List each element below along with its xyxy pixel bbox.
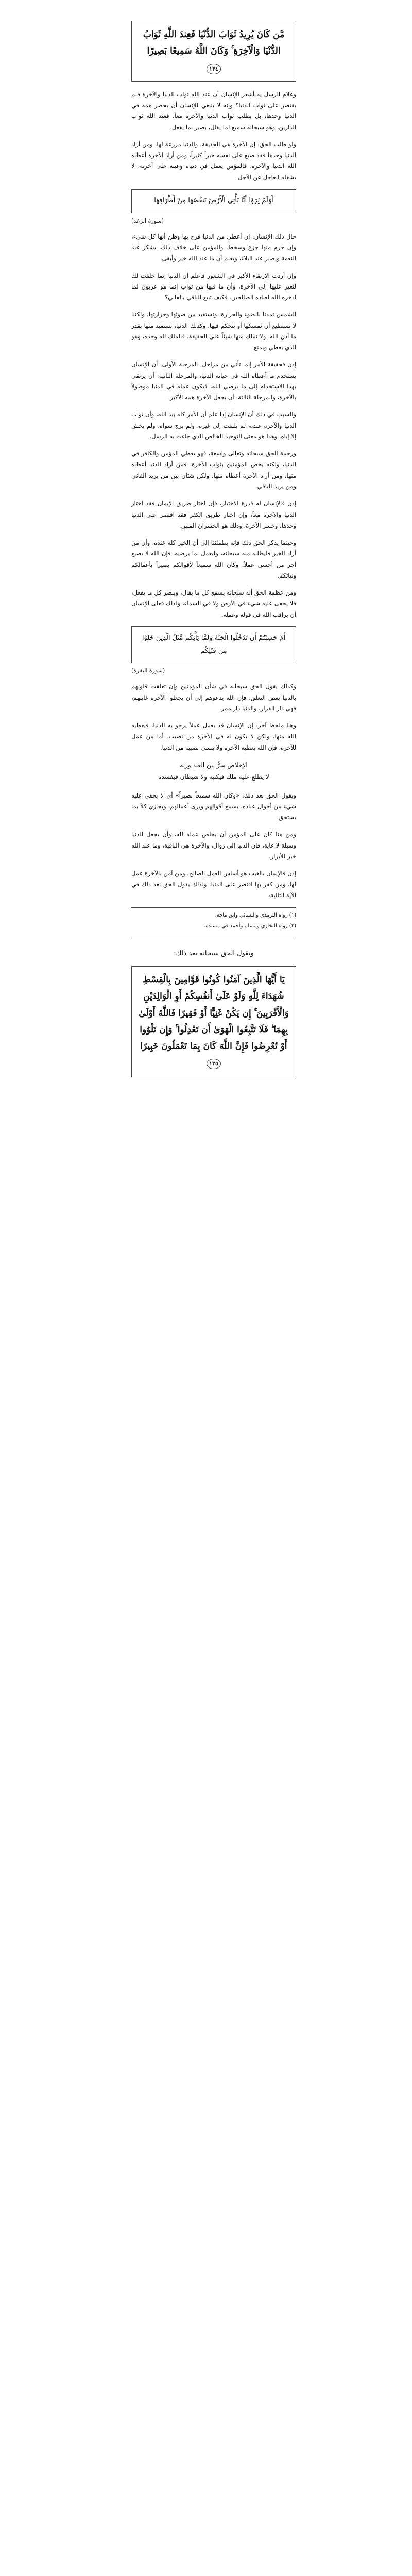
paragraph: ومن هنا كان على المؤمن أن يخلص عمله لله، وأن يجعل الدنيا وسيلة لا غاية، فإن الدنيا إلى زوال، والآخرة هي الباقية، وما عند الله خير للأبرار.: [131, 831, 296, 860]
quoted-verse-text: أَوَلَمْ يَرَوْا أَنَّا نَأْتِي الْأَرْضَ نَنقُصُهَا مِنْ أَطْرَافِهَا: [154, 197, 273, 205]
paragraph: وعلام الرسل يه أشعر الإنسان أن عند الله ثواب الدنيا والآخرة فلم يقتصر على ثواب الدنيا؟ وإنه لا ينبغي للإنسان أن يحصر همه في الدنيا وحدها، بل يطلب ثواب الدنيا والآخرة معاً، فعند الله ثواب الدارين، وهو سبحانه سميع لما يقال، بصير بما يفعل.: [131, 90, 296, 131]
text-column: [131, 21, 296, 1084]
paragraph: حال ذلك الإنسان: إن أعطي من الدنيا فرح بها وظن أنها كل شيء، وإن حرم منها جزع وسخط. والمؤمن على خلاف ذلك، يشكر عند النعمة ويصبر عند البلاء، ويعلم أن ما عند الله خير وأبقى.: [131, 232, 296, 262]
quote-lines: [131, 759, 296, 783]
verse-source: (سورة الرعد): [131, 217, 164, 224]
paragraph: إذن فالإنسان له قدرة الاختيار، فإن اختار طريق الإيمان فقد اختار الدنيا والآخرة معاً، وإن اختار طريق الكفر فقد اقتصر على الدنيا وحدها، وخسر الآخرة، وذلك هو الخسران المبين.: [131, 500, 296, 529]
paragraph: ويقول الحق بعد ذلك: «وكان الله سميعاً بصيراً» أي لا يخفى عليه شيء من أحوال عباده، يسمع أقوالهم ويرى أعمالهم، ويجازي كلاً بما يستحق.: [131, 791, 296, 821]
paragraph: وكذلك يقول الحق سبحانه في شأن المؤمنين وإن تعلقت قلوبهم بالدنيا بعض التعلق، فإن الله يدعوهم إلى أن يجعلوا الآخرة غايتهم، فهي دار القرار، والدنيا دار ممر.: [131, 683, 296, 712]
footnote: (٢) رواه البخاري ومسلم وأحمد في مسنده.: [204, 923, 296, 929]
quote-line: الإخلاص سرٌّ بين العبد وربه: [180, 761, 248, 769]
paragraph: إذن فالإيمان بالغيب هو أساس العمل الصالح، ومن آمن بالآخرة عمل لها، ومن كفر بها اقتصر على الدنيا. ولذلك يقول الحق بعد ذلك في الآية التالية:: [131, 870, 296, 899]
verse-source: (سورة البقرة): [131, 667, 165, 674]
quote-line: لا يطلع عليه ملك فيكتبه ولا شيطان فيفسده: [158, 773, 269, 781]
paragraph: ومن عظمة الحق أنه سبحانه يسمع كل ما يقال، ويبصر كل ما يفعل، فلا يخفى عليه شيء في الأرض ولا في السماء، ولذلك فعلى الإنسان أن يراقب الله في قوله وعمله.: [131, 589, 296, 618]
paragraph: ولو طلب الحق: إن الآخرة هي الحقيقة، والدنيا مزرعة لها، ومن أراد الدنيا وحدها فقد ضيع على نفسه خيراً كثيراً، ومن أراد الآخرة أعطاه الله الدنيا والآخرة. فالمؤمن يعمل في دنياه وعينه على آخرته، لا يشغله العاجل عن الآجل.: [131, 140, 296, 181]
paragraph: والسبب في ذلك أن الإنسان إذا علم أن الأمر كله بيد الله، وأن ثواب الدنيا والآخرة عنده، لم يلتفت إلى غيره، ولم يرج سواه، ولم يخش إلا إياه. وهذا هو معنى التوحيد الخالص الذي جاءت به الرسل.: [131, 411, 296, 440]
ayah-number-marker: ١٣٤: [207, 64, 221, 74]
ayah-number-marker: ١٣٥: [207, 1059, 221, 1069]
paragraph: وحينما يذكر الحق ذلك فإنه يطمئننا إلى أن الخير كله عنده، وأن من أراد الخير فليطلبه منه سبحانه، وليعمل بما يرضيه، فإن الله لا يضيع أجر من أحسن عملاً. وكان الله سميعاً لأقوالكم بصيراً بأعمالكم ونياتكم.: [131, 539, 296, 579]
paragraph: ورحمة الحق سبحانه وتعالى واسعة، فهو يعطي المؤمن والكافر في الدنيا، ولكنه يخص المؤمنين بثواب الآخرة، فمن أراد الدنيا أعطاه منها، ومن أراد الآخرة أعطاه منها، ولكن شتان بين من يريد الفاني ومن يريد الباقي.: [131, 450, 296, 490]
top-verse-box: [131, 21, 296, 82]
top-verse-text: مَّن كَانَ يُرِيدُ ثَوَابَ الدُّنْيَا فَعِندَ اللَّهِ ثَوَابُ الدُّنْيَا وَالْآخِرَةِ ۚ وَكَانَ اللَّهُ سَمِيعًا بَصِيرًا: [143, 29, 285, 57]
paragraph: الشمس تمدنا بالضوء والحرارة، ونستفيد من ضوئها وحرارتها، ولكننا لا نستطيع أن نمسكها أو نتحكم فيها، وكذلك الدنيا، نستفيد منها بقدر ما أذن الله، ولا نملك منها شيئاً على الحقيقة، فالملك لله وحده، وهو الذي يعطي ويمنع.: [131, 311, 296, 351]
final-verse-text: يَا أَيُّهَا الَّذِينَ آمَنُوا كُونُوا قَوَّامِينَ بِالْقِسْطِ شُهَدَاءَ لِلَّهِ وَلَوْ عَلَىٰ أَنفُسِكُمْ أَوِ الْوَالِدَيْنِ وَالْأَقْرَبِينَ ۚ إِن يَكُنْ غَنِيًّا أَوْ فَقِيرًا فَاللَّهُ أَوْلَىٰ بِهِمَا ۖ فَلَا تَتَّبِعُوا الْهَوَىٰ أَن تَعْدِلُوا ۚ وَإِن تَلْوُوا أَوْ تُعْرِضُوا فَإِنَّ اللَّهَ كَانَ بِمَا تَعْمَلُونَ خَبِيرًا: [139, 974, 289, 1052]
final-verse-box: [131, 966, 296, 1077]
quoted-verse-box: [131, 189, 296, 213]
paragraph: وهنا ملحظ آخر: إن الإنسان قد يعمل عملاً يرجو به الدنيا، فيعطيه الله منها، ولكن لا يكون له في الآخرة من نصيب. أما من عمل للآخرة، فإن الله يعطيه الآخرة ولا ينسى نصيبه من الدنيا.: [131, 722, 296, 751]
footnote: (١) رواه الترمذي والنسائي وابن ماجه.: [215, 912, 296, 918]
footnotes: [131, 907, 296, 930]
paragraph: وإن أردت الارتقاء الأكبر في الشعور فاعلم أن الدنيا إنما خلقت لك لتعبر عليها إلى الآخرة، وأن ما فيها من ثواب إنما هو عربون لما ادخره الله لعباده الصالحين. فكيف تبيع الباقي بالفاني؟: [131, 272, 296, 301]
paragraph: إذن فحقيقة الأمر إنما تأتي من مراحل: المرحلة الأولى: أن الإنسان يستخدم ما أعطاه الله في حياته الدنيا، والمرحلة الثانية: أن يرتقي بهذا الاستخدام إلى ما يرضي الله، فيكون عمله في الدنيا موصولاً بالآخرة، والمرحلة الثالثة: أن يجعل الآخرة همه الأكبر.: [131, 361, 296, 401]
closing-intro: ويقول الحق سبحانه بعد ذلك:: [174, 949, 254, 957]
quoted-verse-text: أَمْ حَسِبْتُمْ أَن تَدْخُلُوا الْجَنَّةَ وَلَمَّا يَأْتِكُم مَّثَلُ الَّذِينَ خَلَوْا مِن قَبْلِكُم: [142, 634, 286, 655]
quoted-verse-box: [131, 626, 296, 663]
